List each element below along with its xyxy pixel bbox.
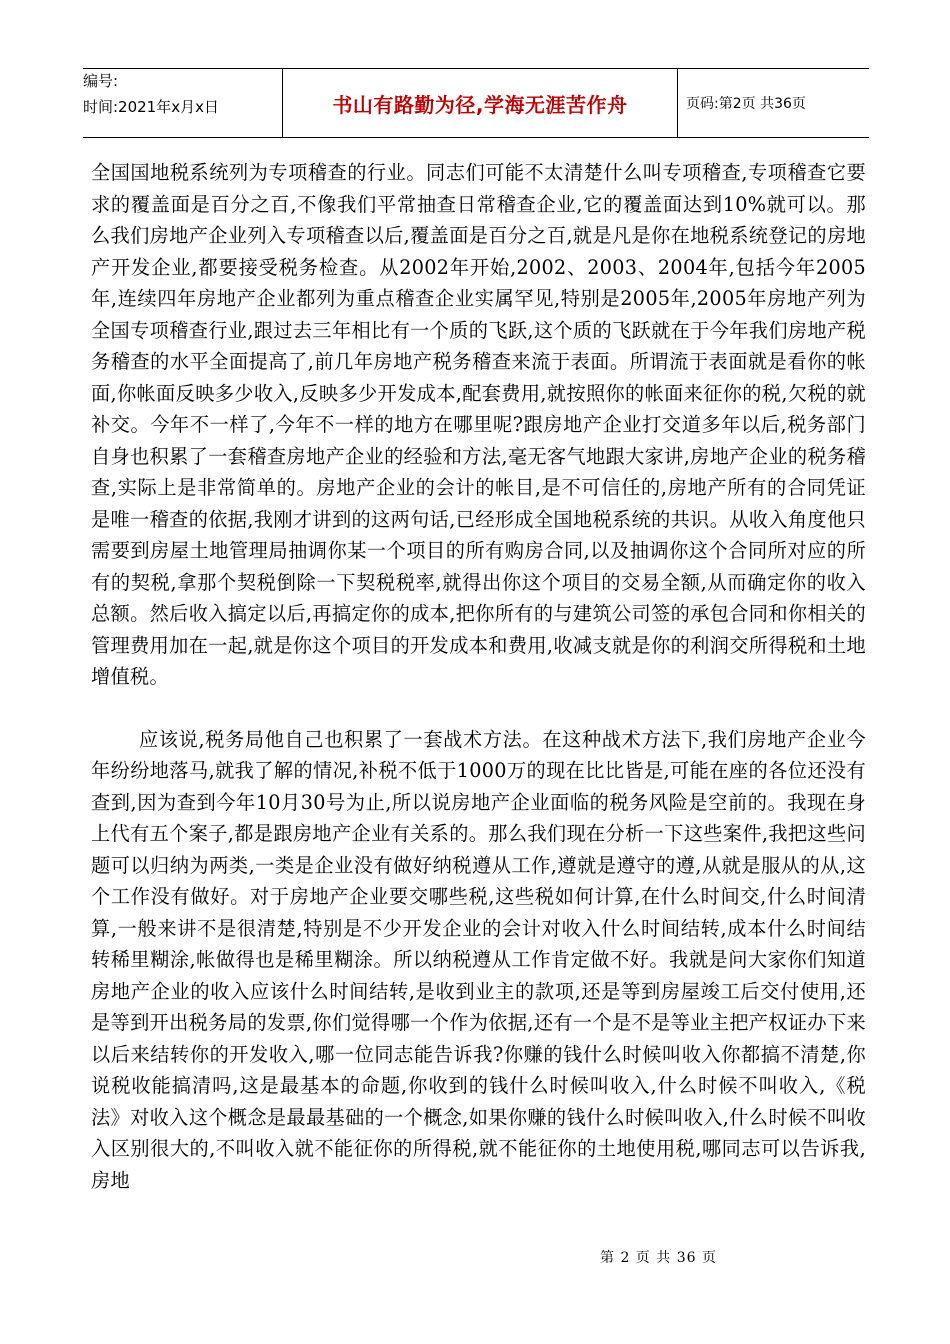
page-footer: 第 2 页 共 36 页 <box>600 1250 717 1266</box>
header-motto-cell <box>283 69 678 137</box>
header-page-cell <box>678 69 869 137</box>
header-info-cell <box>83 69 283 137</box>
paragraph-1: 全国国地税系统列为专项稽查的行业。同志们可能不太清楚什么叫专项稽查,专项稽查它要求的覆盖面是百分之百,不像我们平常抽查日常稽查企业,它的覆盖面达到10%就可以。那么我们房地产企业列入专项稽查以后,覆盖面是百分之百,就是凡是你在地税系统登记的房地产开发企业,都要接受税务检查。从2002年开始,2002、2003、2004年,包括今年2005年,连续四年房地产企业都列为重点稽查企业实属罕见,特别是2005年,2005年房地产列为全国专项稽查行业,跟过去三年相比有一个质的飞跃,这个质的飞跃就在于今年我们房地产税务稽查的水平全面提高了,前几年房地产税务稽查来流于表面。所谓流于表面就是看你的帐面,你帐面反映多少收入,反映多少开发成本,配套费用,就按照你的帐面来征你的税,欠税的就补交。今年不一样了,今年不一样的地方在哪里呢?跟房地产企业打交道多年以后,税务部门自身也积累了一套稽查房地产企业的经验和方法,毫无客气地跟大家讲,房地产企业的税务稽查,实际上是非常简单的。房地产企业的会计的帐目,是不可信任的,房地产所有的合同凭证是唯一稽查的依据,我刚才讲到的这两句话,已经形成全国地税系统的共识。从收入角度他只需要到房屋土地管理局抽调你某一个项目的所有购房合同,以及抽调你这个合同所对应的所有的契税,拿那个契税倒除一下契税税率,就得出你这个项目的交易全额,从而确定你的收入总额。然后收入搞定以后,再搞定你的成本,把你所有的与建筑公司签的承包合同和你相关的管理费用加在一起,就是你这个项目的开发成本和费用,收减支就是你的利润交所得税和土地增值税。 <box>91 161 866 688</box>
doc-number-label: 编号: <box>83 72 119 90</box>
paragraph-gap <box>91 693 866 724</box>
page-header <box>83 68 869 138</box>
page-info: 页码:第2页 共36页 <box>686 96 806 112</box>
motto-text: 书山有路勤为径,学海无涯苦作舟 <box>332 92 628 117</box>
document-body <box>91 157 866 1196</box>
paragraph-2: 应该说,税务局他自己也积累了一套战术方法。在这种战术方法下,我们房地产企业今年纷纷地落马,就我了解的情况,补税不低于1000万的现在比比皆是,可能在座的各位还没有查到,因为查到今年10月30号为止,所以说房地产企业面临的税务风险是空前的。我现在身上代有五个案子,都是跟房地产企业有关系的。那么我们现在分析一下这些案件,我把这些问题可以归纳为两类,一类是企业没有做好纳税遵从工作,遵就是遵守的遵,从就是服从的从,这个工作没有做好。对于房地产企业要交哪些税,这些税如何计算,在什么时间交,什么时间清算,一般来讲不是很清楚,特别是不少开发企业的会计对收入什么时间结转,成本什么时间结转稀里糊涂,帐做得也是稀里糊涂。所以纳税遵从工作肯定做不好。我就是问大家你们知道房地产企业的收入应该什么时间结转,是收到业主的款项,还是等到房屋竣工后交付使用,还是等到开出税务局的发票,你们觉得哪一个作为依据,还有一个是不是等业主把产权证办下来以后来结转你的开发收入,哪一位同志能告诉我?你赚的钱什么时候叫收入你都搞不清楚,你说税收能搞清吗,这是最基本的命题,你收到的钱什么时候叫收入,什么时候不叫收入,《税法》对收入这个概念是最最基础的一个概念,如果你赚的钱什么时候叫收入,什么时候不叫收入区别很大的,不叫收入就不能征你的所得税,就不能征你的土地使用税,哪同志可以告诉我,房地 <box>91 727 866 1192</box>
date-label: 时间:2021年x月x日 <box>83 98 219 116</box>
